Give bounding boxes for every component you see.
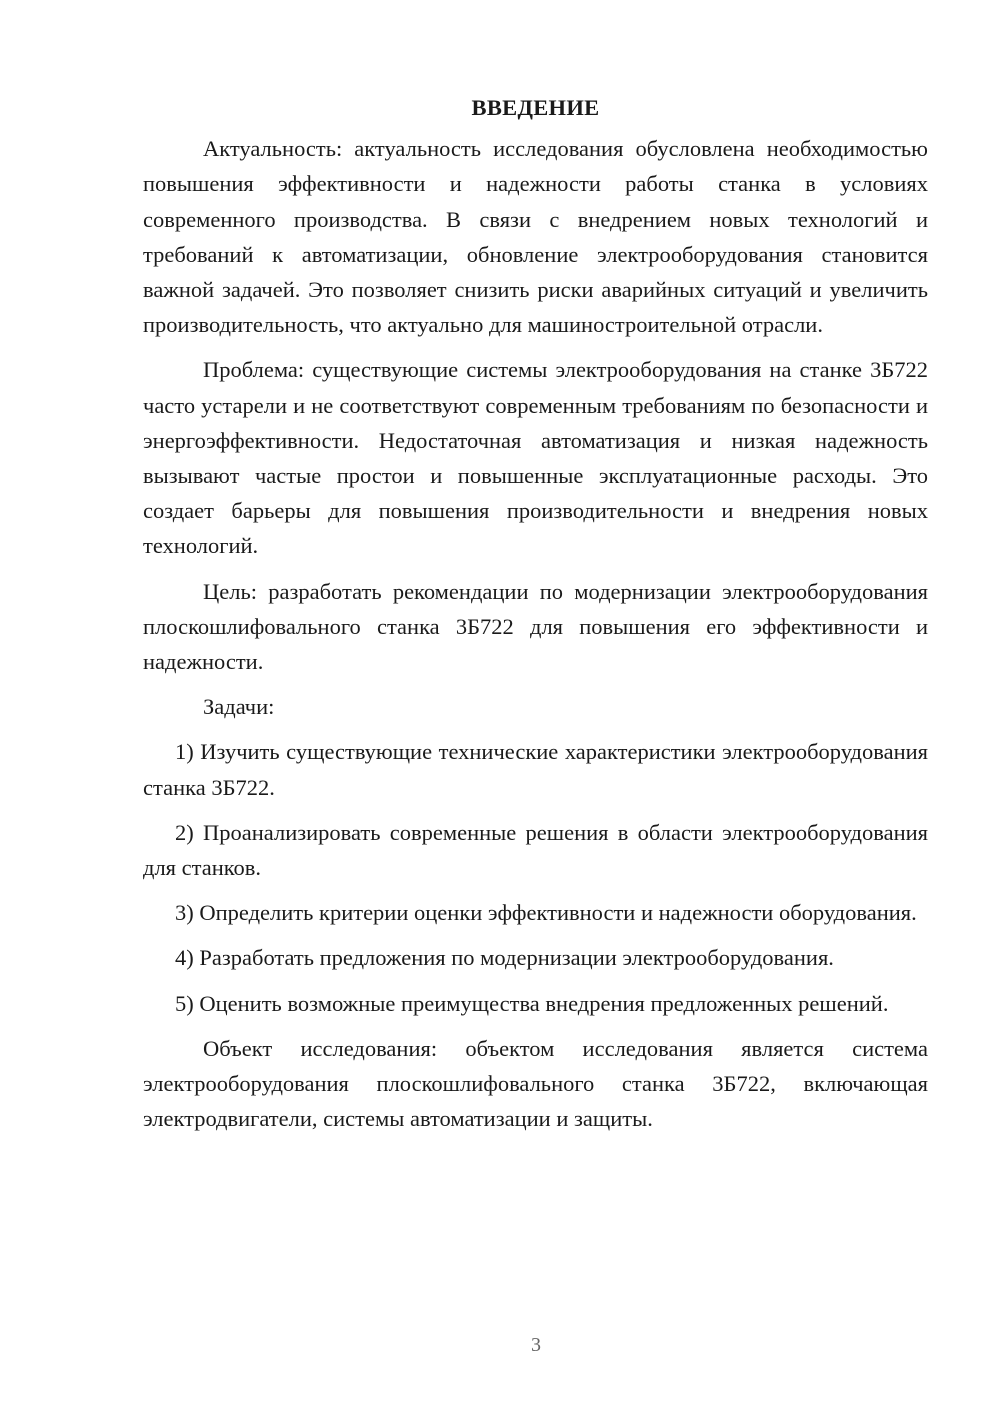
section-title: ВВЕДЕНИЕ	[471, 95, 600, 120]
task-item-1: 1) Изучить существующие технические характеристики электрооборудования станка 3Б722.	[143, 739, 928, 800]
task-item-3: 3) Определить критерии оценки эффективности и надежности оборудования.	[175, 900, 917, 926]
paragraph-goal: Цель: разработать рекомендации по модернизации электрооборудования плоскошлифовального станка 3Б722 для повышения его эффективности и надежности.	[143, 578, 928, 675]
task-item-5: 5) Оценить возможные преимущества внедрения предложенных решений.	[175, 990, 889, 1016]
tasks-heading: Задачи:	[203, 694, 275, 720]
paragraph-object: Объект исследования: объектом исследования является система электрооборудования плоскошлифовального станка 3Б722, включающая электродвигатели, системы автоматизации и защиты.	[143, 1035, 928, 1132]
task-item-4: 4) Разработать предложения по модернизации электрооборудования.	[175, 945, 834, 971]
paragraph-problem: Проблема: существующие системы электрооборудования на станке 3Б722 часто устарели и не соответствуют современным требованиям по безопасности и энергоэффективности. Недостаточная автоматизация и низкая надежность вызывают частые простои и повышенные эксплуатационные расходы. Это создает барьеры для повышения производительности и внедрения новых технологий.	[143, 357, 928, 559]
task-item-2: 2) Проанализировать современные решения в области электрооборудования для станков.	[143, 819, 928, 881]
page-number: 3	[531, 1334, 541, 1356]
document-page	[143, 90, 928, 1136]
paragraph-relevance: Актуальность: актуальность исследования обусловлена необходимостью повышения эффективности и надежности работы станка в условиях современного производства. В связи с внедрением новых технологий и требований к автоматизации, обновление электрооборудования становится важной задачей. Это позволяет снизить риски аварийных ситуаций и увеличить производительность, что актуально для машиностроительной отрасли.	[143, 136, 928, 338]
